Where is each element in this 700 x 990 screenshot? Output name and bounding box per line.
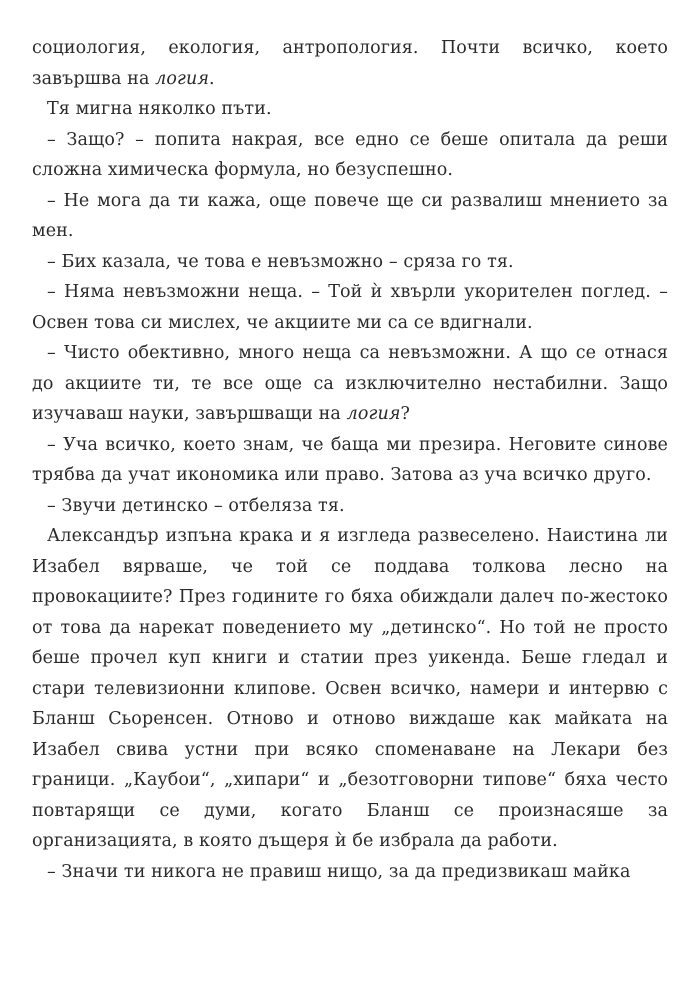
body-paragraph — [32, 125, 668, 186]
book-page — [32, 33, 668, 887]
body-paragraph — [32, 338, 668, 430]
paragraph-text: Александър изпъна крака и я изгледа развеселено. Наистина ли Изабел вярваше, че той се поддава толкова лесно на провокациите? През годините го бяха обиждали далеч по-жестоко от това да нарекат поведението му „детинско“. Но той не просто беше прочел куп книги и статии през уикенда. Беше гледал и стари телевизионни клипове. Освен всичко, намери и интервю с Бланш Сьоренсен. Отново и отново виждаше как майката на Изабел свива устни при всяко споменаване на Лекари без граници. „Каубои“, „хипари“ и „безотговорни типове“ бяха често повтарящи се думи, когато Бланш се произнасяше за организацията, в която дъщеря ѝ бе избрала да работи. — [32, 526, 668, 851]
paragraph-text: – Звучи детинско – отбеляза тя. — [47, 495, 345, 516]
body-paragraph — [32, 94, 668, 125]
body-paragraph — [32, 521, 668, 857]
body-paragraph — [32, 33, 668, 94]
body-paragraph — [32, 186, 668, 247]
paragraph-text: – Чисто обективно, много неща са невъзможни. А що се отнася до акциите ти, те все още са изключително нестабилни. Защо изучаваш науки, завършващи на — [32, 343, 668, 424]
paragraph-text: – Няма невъзможни неща. – Той ѝ хвърли укорителен поглед. – Освен това си мислех, че акциите ми са се вдигнали. — [32, 282, 668, 333]
paragraph-text: . — [209, 68, 215, 89]
body-paragraph — [32, 247, 668, 278]
body-paragraph — [32, 430, 668, 491]
italic-text: логия — [346, 404, 401, 424]
paragraph-text: – Значи ти никога не правиш нищо, за да предизвикаш майка — [47, 861, 631, 882]
body-paragraph — [32, 857, 668, 888]
paragraph-text: – Не мога да ти кажа, още повече ще си развалиш мнението за мен. — [32, 190, 668, 241]
paragraph-text: – Уча всичко, което знам, че баща ми презира. Неговите синове трябва да учат икономика или право. Затова аз уча всичко друго. — [32, 434, 668, 485]
italic-text: логия — [155, 68, 210, 89]
paragraph-text: ? — [400, 404, 410, 424]
body-paragraph — [32, 491, 668, 522]
paragraph-text: – Защо? – попита накрая, все едно се беше опитала да реши сложна химическа формула, но безуспешно. — [32, 129, 668, 180]
paragraph-text: – Бих казала, че това е невъзможно – сряза го тя. — [47, 251, 514, 272]
paragraph-text: Тя мигна няколко пъти. — [47, 99, 272, 119]
body-paragraph — [32, 277, 668, 338]
paragraph-text: социология, екология, антропология. Почти всичко, което завършва на — [32, 38, 668, 89]
